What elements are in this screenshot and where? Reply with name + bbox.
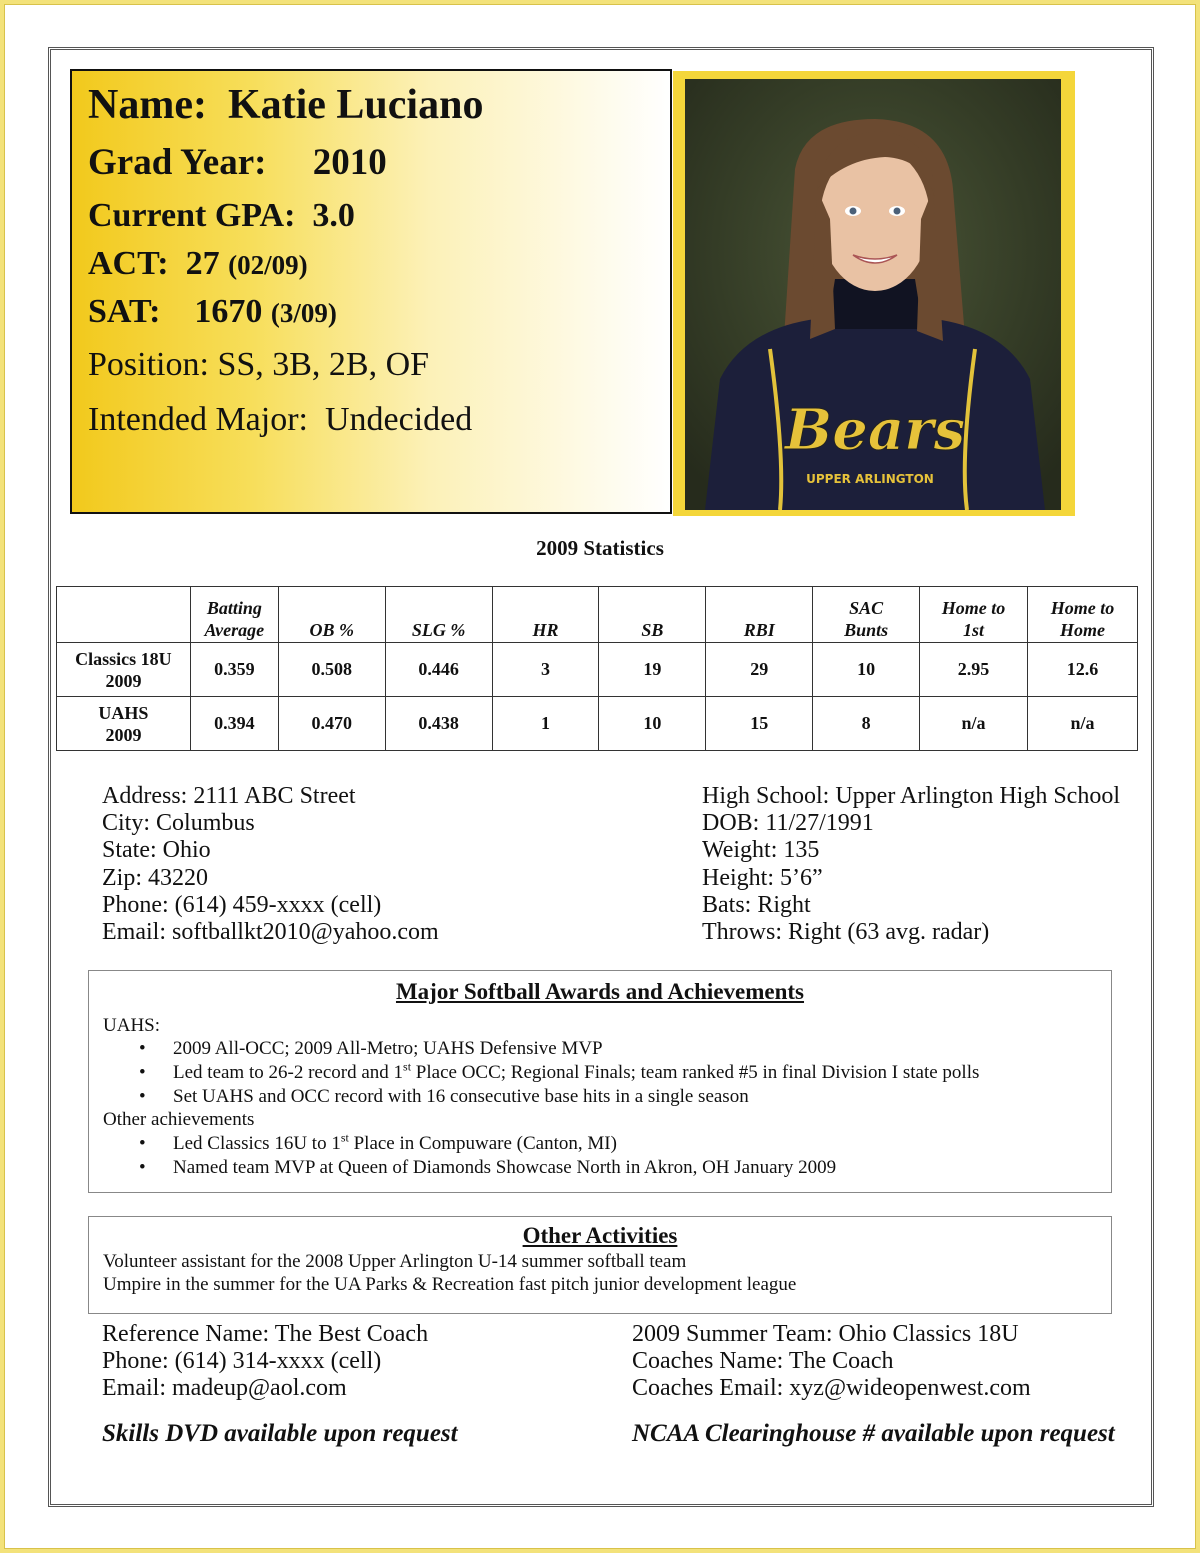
header-line2: RBI [743, 620, 775, 640]
list-item-text: 2009 All-OCC; 2009 All-Metro; UAHS Defensive MVP [173, 1038, 603, 1059]
team-name: UAHS [98, 702, 149, 723]
team-name: Classics 18U [75, 648, 172, 669]
table-cell: 0.394 [190, 697, 278, 751]
player-details [702, 783, 1120, 946]
list-item [139, 1130, 617, 1155]
position-value: SS, 3B, 2B, OF [217, 346, 430, 383]
bullet-icon: • [139, 1038, 146, 1059]
jersey-subtext: UPPER ARLINGTON [806, 472, 934, 486]
bullet-icon: • [139, 1133, 146, 1154]
table-row [57, 643, 1138, 697]
major-line [88, 401, 472, 439]
header-hr [492, 587, 599, 643]
team-year: 2009 [105, 724, 142, 745]
table-cell: 0.438 [385, 697, 492, 751]
table-cell: 1 [492, 697, 599, 751]
state-line: State: Ohio [102, 837, 211, 864]
header-line1: Home to [941, 598, 1006, 618]
gpa-label: Current GPA: [88, 197, 296, 234]
header-line1: Home to [1050, 598, 1115, 618]
awards-group-label: Other achievements [103, 1109, 255, 1130]
zip-line: Zip: 43220 [102, 864, 208, 891]
table-cell: 0.470 [278, 697, 385, 751]
header-home-to-first [920, 587, 1028, 643]
summer-team-info [632, 1321, 1031, 1403]
header-line2: Home [1060, 620, 1105, 640]
table-cell: n/a [920, 697, 1028, 751]
reference-name-line: Reference Name: The Best Coach [102, 1321, 429, 1347]
position-label: Position: [88, 346, 209, 383]
header-ob-pct [278, 587, 385, 643]
table-cell: 0.359 [190, 643, 278, 697]
list-item [139, 1038, 603, 1060]
high-school-line: High School: Upper Arlington High School [702, 783, 1120, 809]
stats-title: 2009 Statistics [536, 536, 664, 560]
row-team [57, 697, 191, 751]
superscript: st [340, 1130, 349, 1145]
table-cell: 29 [706, 643, 813, 697]
city-line: City: Columbus [102, 810, 255, 837]
grad-year-label: Grad Year: [88, 142, 267, 183]
list-item-text: Led Classics 16U to 1 [173, 1133, 341, 1154]
photo-frame [673, 71, 1075, 516]
throws-line: Throws: Right (63 avg. radar) [702, 919, 990, 946]
act-date: (02/09) [228, 250, 308, 280]
position-line [88, 346, 429, 384]
table-row [57, 697, 1138, 751]
header-line2: OB % [309, 620, 355, 640]
table-cell: 3 [492, 643, 599, 697]
grad-year-value: 2010 [312, 142, 387, 183]
header-rbi [706, 587, 813, 643]
header-line2: Average [204, 620, 265, 640]
header-batting-average [190, 587, 278, 643]
table-cell: 15 [706, 697, 813, 751]
sat-score: 1670 [194, 293, 263, 330]
sat-label: SAT: [88, 293, 161, 330]
table-cell: 10 [599, 697, 706, 751]
table-cell: 8 [813, 697, 920, 751]
header-slg-pct [385, 587, 492, 643]
header-line2: HR [532, 620, 559, 640]
header-line2: SB [641, 620, 664, 640]
header-line2: 1st [963, 620, 985, 640]
header-home-to-home [1028, 587, 1138, 643]
header-sac-bunts [813, 587, 920, 643]
table-cell: 0.446 [385, 643, 492, 697]
list-item [139, 1086, 749, 1108]
weight-line: Weight: 135 [702, 837, 820, 864]
superscript: st [403, 1059, 412, 1074]
list-item [139, 1059, 980, 1084]
dob-line: DOB: 11/27/1991 [702, 810, 874, 837]
reference-info [102, 1321, 428, 1403]
name-label: Name: [88, 82, 207, 128]
table-cell: 0.508 [278, 643, 385, 697]
bats-line: Bats: Right [702, 891, 811, 918]
awards-group-label: UAHS: [103, 1015, 161, 1036]
player-info-box [70, 69, 672, 514]
grad-year-line [88, 141, 387, 184]
coach-email-line: Coaches Email: xyz@wideopenwest.com [632, 1375, 1031, 1402]
activities-title: Other Activities [522, 1223, 678, 1248]
awards-section [88, 970, 1112, 1193]
bullet-icon: • [139, 1157, 146, 1178]
list-item-text: Place OCC; Regional Finals; team ranked #5 in final Division I state polls [411, 1062, 980, 1083]
skills-dvd-note: Skills DVD available upon request [102, 1420, 458, 1447]
major-label: Intended Major: [88, 401, 308, 438]
ncaa-note: NCAA Clearinghouse # available upon request [632, 1420, 1115, 1447]
jersey-text: Bears [784, 397, 966, 463]
major-value: Undecided [325, 401, 473, 438]
summer-team-line: 2009 Summer Team: Ohio Classics 18U [632, 1321, 1019, 1347]
player-name: Katie Luciano [227, 82, 484, 128]
team-year: 2009 [105, 670, 142, 691]
list-item-text: Led team to 26-2 record and 1 [173, 1062, 404, 1083]
header-line1: Batting [206, 598, 262, 618]
activity-line: Volunteer assistant for the 2008 Upper Arlington U-14 summer softball team [103, 1251, 687, 1272]
act-score: 27 [185, 245, 220, 282]
header-line2: Bunts [844, 620, 889, 640]
player-photo-illustration [685, 79, 1061, 510]
name-line [88, 81, 483, 129]
act-label: ACT: [88, 245, 169, 282]
header-sb [599, 587, 706, 643]
activities-section [88, 1216, 1112, 1314]
stats-header-empty [57, 587, 191, 643]
address-line: Address: 2111 ABC Street [102, 783, 356, 809]
table-cell: 10 [813, 643, 920, 697]
email-line: Email: softballkt2010@yahoo.com [102, 919, 439, 946]
act-line [88, 245, 308, 283]
phone-line: Phone: (614) 459-xxxx (cell) [102, 891, 382, 918]
sat-date: (3/09) [270, 298, 337, 328]
list-item-text: Place in Compuware (Canton, MI) [348, 1133, 617, 1154]
reference-email-line: Email: madeup@aol.com [102, 1375, 347, 1402]
list-item-text: Set UAHS and OCC record with 16 consecutive base hits in a single season [173, 1086, 749, 1107]
table-cell: 19 [599, 643, 706, 697]
contact-info [102, 783, 439, 946]
list-item-text: Named team MVP at Queen of Diamonds Showcase North in Akron, OH January 2009 [173, 1157, 837, 1178]
sat-line [88, 293, 337, 331]
activity-line: Umpire in the summer for the UA Parks & Recreation fast pitch junior development league [103, 1274, 797, 1295]
table-cell: 2.95 [920, 643, 1028, 697]
coach-name-line: Coaches Name: The Coach [632, 1348, 894, 1375]
reference-phone-line: Phone: (614) 314-xxxx (cell) [102, 1348, 382, 1375]
bullet-icon: • [139, 1086, 146, 1107]
stats-header-row [57, 587, 1138, 643]
list-item [139, 1157, 836, 1179]
bullet-icon: • [139, 1062, 146, 1083]
row-team [57, 643, 191, 697]
table-cell: n/a [1028, 697, 1138, 751]
stats-table [56, 586, 1138, 751]
player-photo [685, 79, 1061, 510]
header-line1: SAC [849, 598, 884, 618]
table-cell: 12.6 [1028, 643, 1138, 697]
header-line2: SLG % [411, 620, 466, 640]
gpa-value: 3.0 [312, 197, 355, 234]
gpa-line [88, 197, 355, 235]
height-line: Height: 5’6” [702, 864, 823, 891]
awards-title: Major Softball Awards and Achievements [395, 979, 805, 1004]
